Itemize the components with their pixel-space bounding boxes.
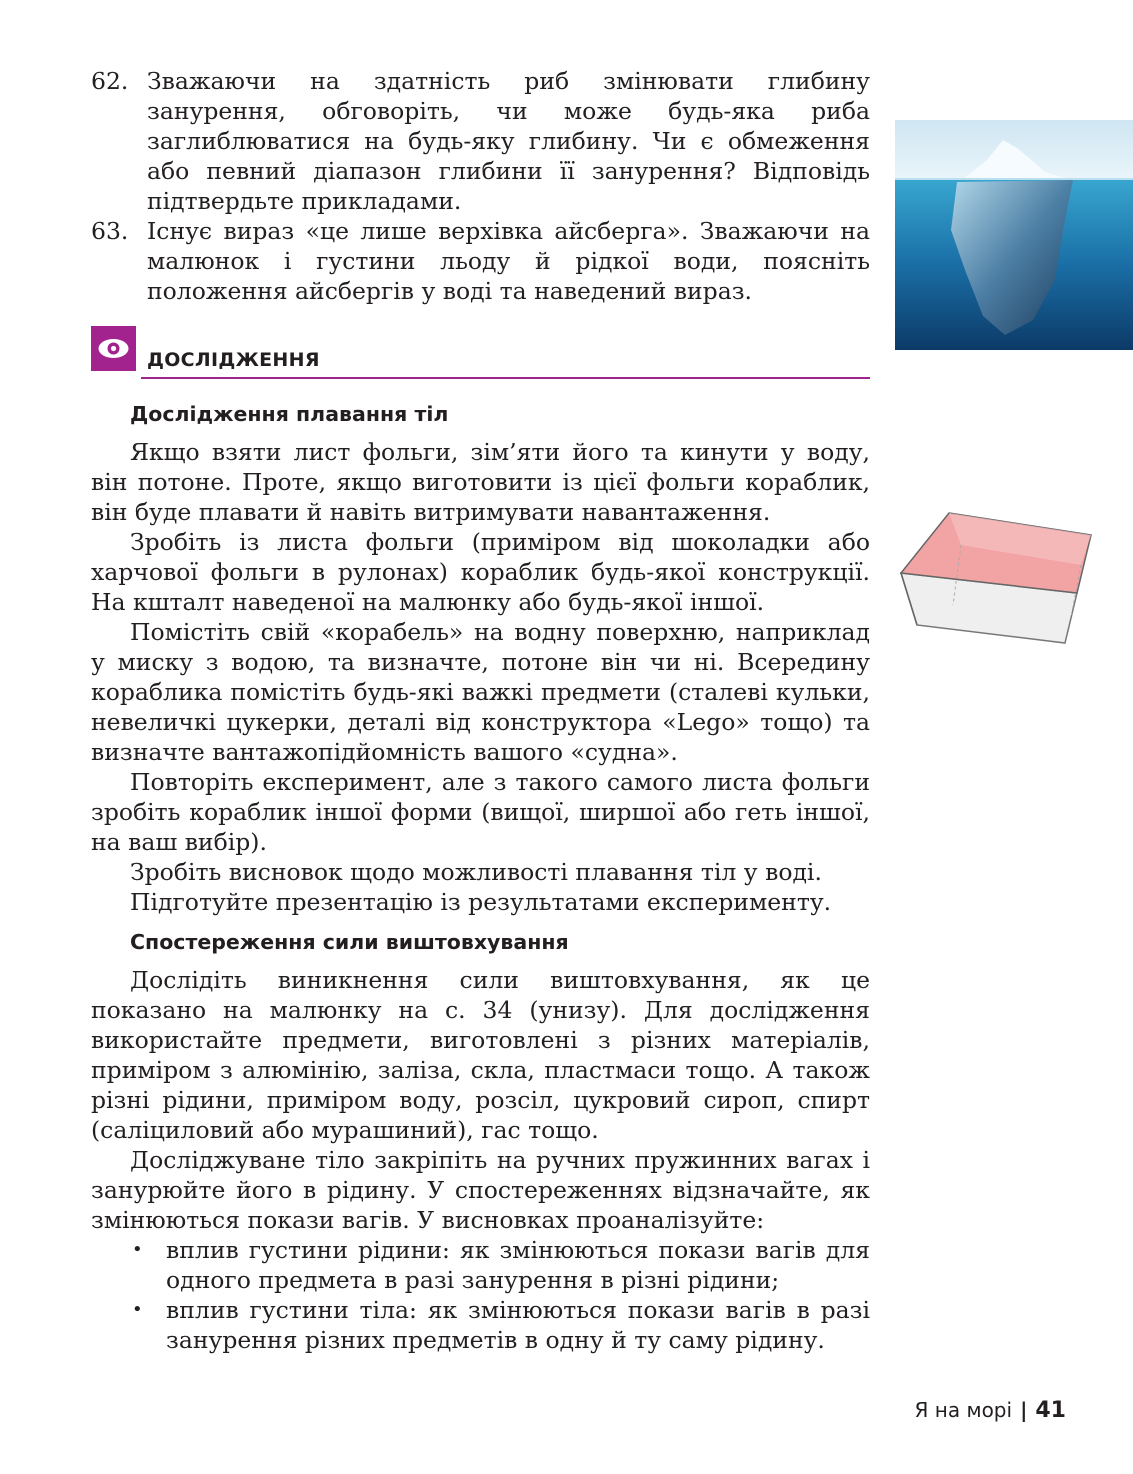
- section-divider: [141, 377, 870, 379]
- list-item-text: вплив густини рідини: як змінюються покази вагів для одного предмета в разі занурення в різні рідини;: [166, 1236, 870, 1294]
- study2-heading: Спостереження сили виштовхування: [130, 930, 569, 954]
- list-item: [132, 1235, 870, 1295]
- footer-separator: |: [1020, 1398, 1028, 1422]
- section-title: ДОСЛІДЖЕННЯ: [147, 349, 320, 371]
- question-62: [91, 66, 870, 216]
- study1-heading: Дослідження плавання тіл: [130, 402, 449, 426]
- list-item-text: вплив густини тіла: як змінюються покази вагів в разі занурення різних предметів в одну й ту саму рідину.: [166, 1296, 870, 1354]
- study2-paragraph: Дослідіть виникнення сили виштовхування, як це показано на малюнку на с. 34 (унизу). Для дослідження використайте предмети, виготовлені з різних матеріалів, приміром з алюмінію, заліза, скла, пластмаси тощо. А також різні рідини, приміром воду, розсіл, цукровий сироп, спирт (саліциловий або мурашиний), гас тощо.: [91, 966, 870, 1144]
- study1-paragraph: Якщо взяти лист фольги, зім’яти його та кинути у воду, він потоне. Проте, якщо виготовити із цієї фольги кораблик, він буде плавати й навіть витримувати навантаження.: [91, 438, 870, 526]
- question-number: 63.: [91, 217, 129, 245]
- question-text: Зважаючи на здатність риб змінювати глибину занурення, обговоріть, чи може будь-яка риба заглиблюватися на будь-яку глибину. Чи є обмеження або певний діапазон глибини її занурення? Відповідь підтвердьте прикладами.: [147, 67, 870, 215]
- page-footer: [915, 1398, 1066, 1423]
- question-text: Існує вираз «це лише верхівка айсберга». Зважаючи на малюнок і густини льоду й рідкої води, поясніть положення айсбергів у воді та наведений вираз.: [147, 217, 870, 305]
- study1-paragraph: Зробіть із листа фольги (приміром від шоколадки або харчової фольги в рулонах) кораблик будь-якої конструкції. На кшталт наведеної на малюнку або будь-якої іншої.: [91, 528, 870, 616]
- study1-paragraph: Помістіть свій «корабель» на водну поверхню, наприклад у миску з водою, та визначте, потоне він чи ні. Всередину кораблика помістіть будь-які важкі предмети (сталеві кульки, невеличкі цукерки, деталі від конструктора «Lego» тощо) та визначте вантажопідйомність вашого «судна».: [91, 618, 870, 766]
- eye-icon: [91, 326, 136, 371]
- foil-boat-image: [895, 505, 1095, 645]
- page-number: 41: [1035, 1398, 1066, 1423]
- bullet-icon: •: [132, 1239, 143, 1260]
- study1-paragraph: Повторіть експеримент, але з такого самого листа фольги зробіть кораблик іншої форми (вищої, ширшої або геть іншої, на ваш вибір).: [91, 768, 870, 856]
- question-number: 62.: [91, 67, 129, 95]
- study2-paragraph: Досліджуване тіло закріпіть на ручних пружинних вагах і занурюйте його в рідину. У спостереженнях відзначайте, як змінюються покази вагів. У висновках проаналізуйте:: [91, 1146, 870, 1234]
- question-63: [91, 216, 870, 306]
- list-item: [132, 1295, 870, 1355]
- study1-paragraph: Підготуйте презентацію із результатами експерименту.: [130, 888, 832, 916]
- bullet-icon: •: [132, 1299, 143, 1320]
- study1-paragraph: Зробіть висновок щодо можливості плавання тіл у воді.: [130, 858, 822, 886]
- iceberg-image: [895, 120, 1133, 350]
- chapter-title: Я на морі: [914, 1398, 1013, 1422]
- section-header: [91, 326, 870, 382]
